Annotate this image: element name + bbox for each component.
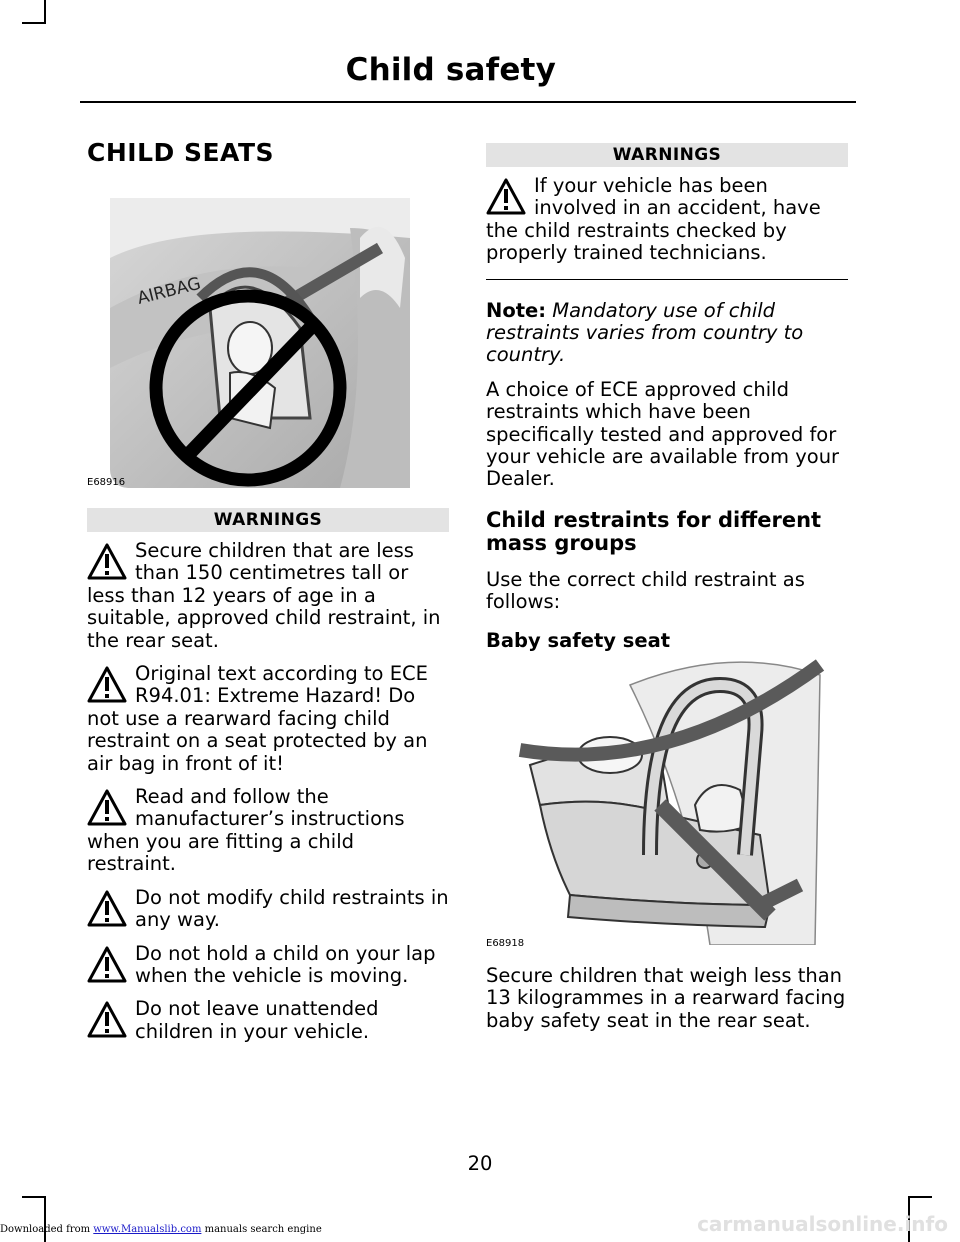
- warning-triangle-icon: [87, 890, 127, 928]
- left-column: [87, 138, 449, 167]
- right-column: [486, 143, 848, 652]
- warning-triangle-icon: [87, 946, 127, 984]
- warning-triangle-icon: [87, 666, 127, 704]
- baby-safety-seat-figure: [510, 655, 830, 945]
- child-seats-heading: CHILD SEATS: [87, 138, 275, 167]
- crop-mark-bottom-right-horizontal: [908, 1196, 932, 1198]
- rearward-seat-airbag-prohibited-illustration: [110, 198, 410, 488]
- baby-seat-paragraph: Secure children that weigh less than 13 kilogrammes in a rearward facing baby safety seat in the rear seat.: [486, 964, 846, 1032]
- warning-text-1b: than 12 years of age in a suitable, approved child restraint, in the rear seat.: [87, 583, 441, 652]
- warning-triangle-icon: [87, 1001, 127, 1039]
- download-footer: [0, 1224, 322, 1235]
- airbag-warning-figure: [110, 198, 410, 488]
- note-paragraph: [486, 300, 848, 367]
- footer-prefix: Downloaded from: [0, 1224, 91, 1235]
- warning-text-6: Do not leave unattended children in your vehicle.: [135, 998, 379, 1043]
- header-rule: [80, 101, 856, 103]
- warning-text-3b: when you are fitting a child restraint.: [87, 829, 354, 876]
- warning-text-3a: Read and follow the manufacturer’s instructions: [135, 785, 405, 831]
- approved-restraints-paragraph: A choice of ECE approved child restraints which have been specifically tested and approved for your vehicle are available from your Dealer.: [486, 377, 840, 491]
- crop-mark-top-left-vertical: [44, 0, 46, 24]
- warning-triangle-icon: [87, 789, 127, 827]
- warning-text-accident-b: restraints checked by properly trained technicians.: [486, 218, 787, 265]
- warning-text-5: Do not hold a child on your lap when the vehicle is moving.: [135, 942, 436, 987]
- warning-item: [87, 943, 449, 988]
- warning-item: [87, 786, 449, 876]
- use-correct-restraint-paragraph: Use the correct child restraint as follows:: [486, 567, 805, 614]
- footer-suffix: manuals search engine: [204, 1224, 322, 1235]
- warning-text-4: Do not modify child restraints in any way.: [135, 886, 449, 932]
- warning-triangle-icon: [486, 178, 526, 216]
- figure-code-e68916: E68916: [87, 477, 126, 488]
- warning-text-2a: Original text according to ECE R94.01: Extreme Hazard! Do not: [87, 662, 428, 730]
- warning-text-accident-a: If your vehicle has been involved in an accident, have the child: [486, 174, 821, 242]
- warning-item: [486, 175, 848, 265]
- warning-item: [87, 663, 449, 775]
- baby-safety-seat-heading: Baby safety seat: [486, 628, 671, 652]
- warning-item: [87, 887, 449, 932]
- warning-text-2b: use a rearward facing child restraint on a seat protected by an air bag in front of it!: [87, 706, 428, 775]
- baby-safety-seat-illustration: [510, 655, 830, 945]
- note-label: Note:: [486, 298, 547, 322]
- page-number: 20: [467, 1152, 493, 1175]
- baby-seat-paragraph-block: [486, 965, 848, 1032]
- warning-text-1a: Secure children that are less than 150 centimetres tall or less: [87, 539, 414, 607]
- mass-groups-heading: Child restraints for different mass groups: [486, 507, 822, 555]
- section-header: [0, 52, 936, 88]
- figure-code-e68918: E68918: [486, 938, 525, 949]
- warnings-title-right: WARNINGS: [486, 143, 848, 167]
- note-text: Mandatory use of child restraints varies from country to country.: [486, 298, 804, 367]
- left-warnings-block: [87, 508, 449, 1043]
- warning-item: [87, 540, 449, 652]
- airbag-label: AIRBAG: [135, 273, 203, 309]
- warning-item: [87, 998, 449, 1043]
- watermark-text: carmanualsonline.info: [697, 1212, 948, 1236]
- crop-mark-top-left-horizontal: [22, 22, 46, 24]
- warnings-title-left: WARNINGS: [87, 508, 449, 532]
- warning-triangle-icon: [87, 543, 127, 581]
- crop-mark-bottom-left-vertical: [44, 1196, 46, 1242]
- manualslib-link[interactable]: www.Manualslib.com: [93, 1224, 202, 1235]
- crop-mark-bottom-left-horizontal: [22, 1196, 46, 1198]
- section-title: Child safety: [345, 52, 556, 88]
